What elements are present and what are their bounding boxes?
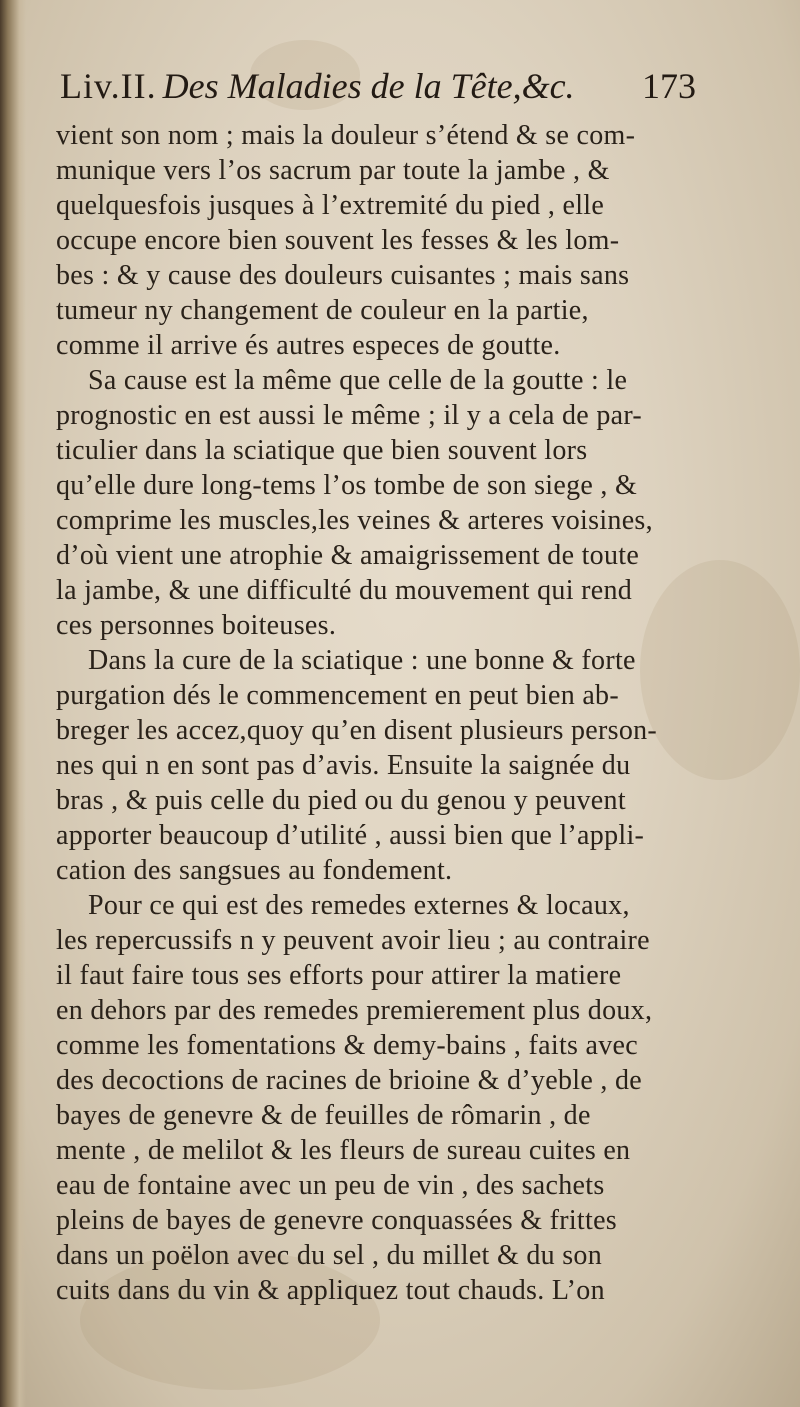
text-line: tumeur ny changement de couleur en la partie, [56, 295, 589, 326]
body-text [56, 118, 706, 1308]
text-line: des decoctions de racines de brioine & d’yeble , de [56, 1065, 642, 1096]
text-line: breger les accez,quoy qu’en disent plusieurs person- [56, 715, 658, 746]
page-number: 173 [642, 66, 696, 106]
text-line: la jambe, & une difficulté du mouvement qui rend [56, 575, 633, 606]
text-line: comprime les muscles,les veines & arteres voisines, [56, 505, 653, 536]
text-line: pleins de bayes de genevre conquassées & frittes [56, 1205, 617, 1236]
text-line: prognostic en est aussi le même ; il y a cela de par- [56, 400, 643, 431]
text-line: d’où vient une atrophie & amaigrissement de toute [56, 540, 640, 571]
text-line: eau de fontaine avec un peu de vin , des sachets [56, 1170, 605, 1201]
text-line: munique vers l’os sacrum par toute la jambe , & [56, 155, 610, 186]
paragraph-first-line: Pour ce qui est des remedes externes & locaux, [88, 890, 630, 921]
paragraph-first-line: Sa cause est la même que celle de la goutte : le [88, 365, 628, 396]
text-line: bayes de genevre & de feuilles de rômarin , de [56, 1100, 591, 1131]
text-line: mente , de melilot & les fleurs de sureau cuites en [56, 1135, 631, 1166]
text-line: dans un poëlon avec du sel , du millet & du son [56, 1240, 603, 1271]
text-line: ces personnes boiteuses. [56, 610, 337, 641]
text-line: vient son nom ; mais la douleur s’étend & se com- [56, 120, 636, 151]
text-line: comme il arrive és autres especes de goutte. [56, 330, 561, 361]
header-section: Liv.II. [60, 66, 157, 106]
text-line: cation des sangsues au fondement. [56, 855, 453, 886]
text-line: qu’elle dure long-tems l’os tombe de son siege , & [56, 470, 638, 501]
text-line: en dehors par des remedes premierement plus doux, [56, 995, 653, 1026]
text-line: nes qui n en sont pas d’avis. Ensuite la saignée du [56, 750, 631, 781]
text-line: purgation dés le commencement en peut bien ab- [56, 680, 619, 711]
running-header [60, 64, 700, 108]
header-title: Des Maladies de la Tête,&c. [162, 66, 575, 106]
text-line: occupe encore bien souvent les fesses & les lom- [56, 225, 620, 256]
text-line: comme les fomentations & demy-bains , faits avec [56, 1030, 639, 1061]
page-binding-edge [0, 0, 26, 1407]
text-line: cuits dans du vin & appliquez tout chauds. L’on [56, 1275, 605, 1306]
text-line: bras , & puis celle du pied ou du genou y peuvent [56, 785, 626, 816]
text-line: quelquesfois jusques à l’extremité du pied , elle [56, 190, 605, 221]
paragraph-first-line: Dans la cure de la sciatique : une bonne & forte [88, 645, 636, 676]
text-line: il faut faire tous ses efforts pour attirer la matiere [56, 960, 622, 991]
text-line: les repercussifs n y peuvent avoir lieu ; au contraire [56, 925, 650, 956]
text-line: bes : & y cause des douleurs cuisantes ; mais sans [56, 260, 630, 291]
text-line: ticulier dans la sciatique que bien souvent lors [56, 435, 588, 466]
text-line: apporter beaucoup d’utilité , aussi bien que l’appli- [56, 820, 645, 851]
